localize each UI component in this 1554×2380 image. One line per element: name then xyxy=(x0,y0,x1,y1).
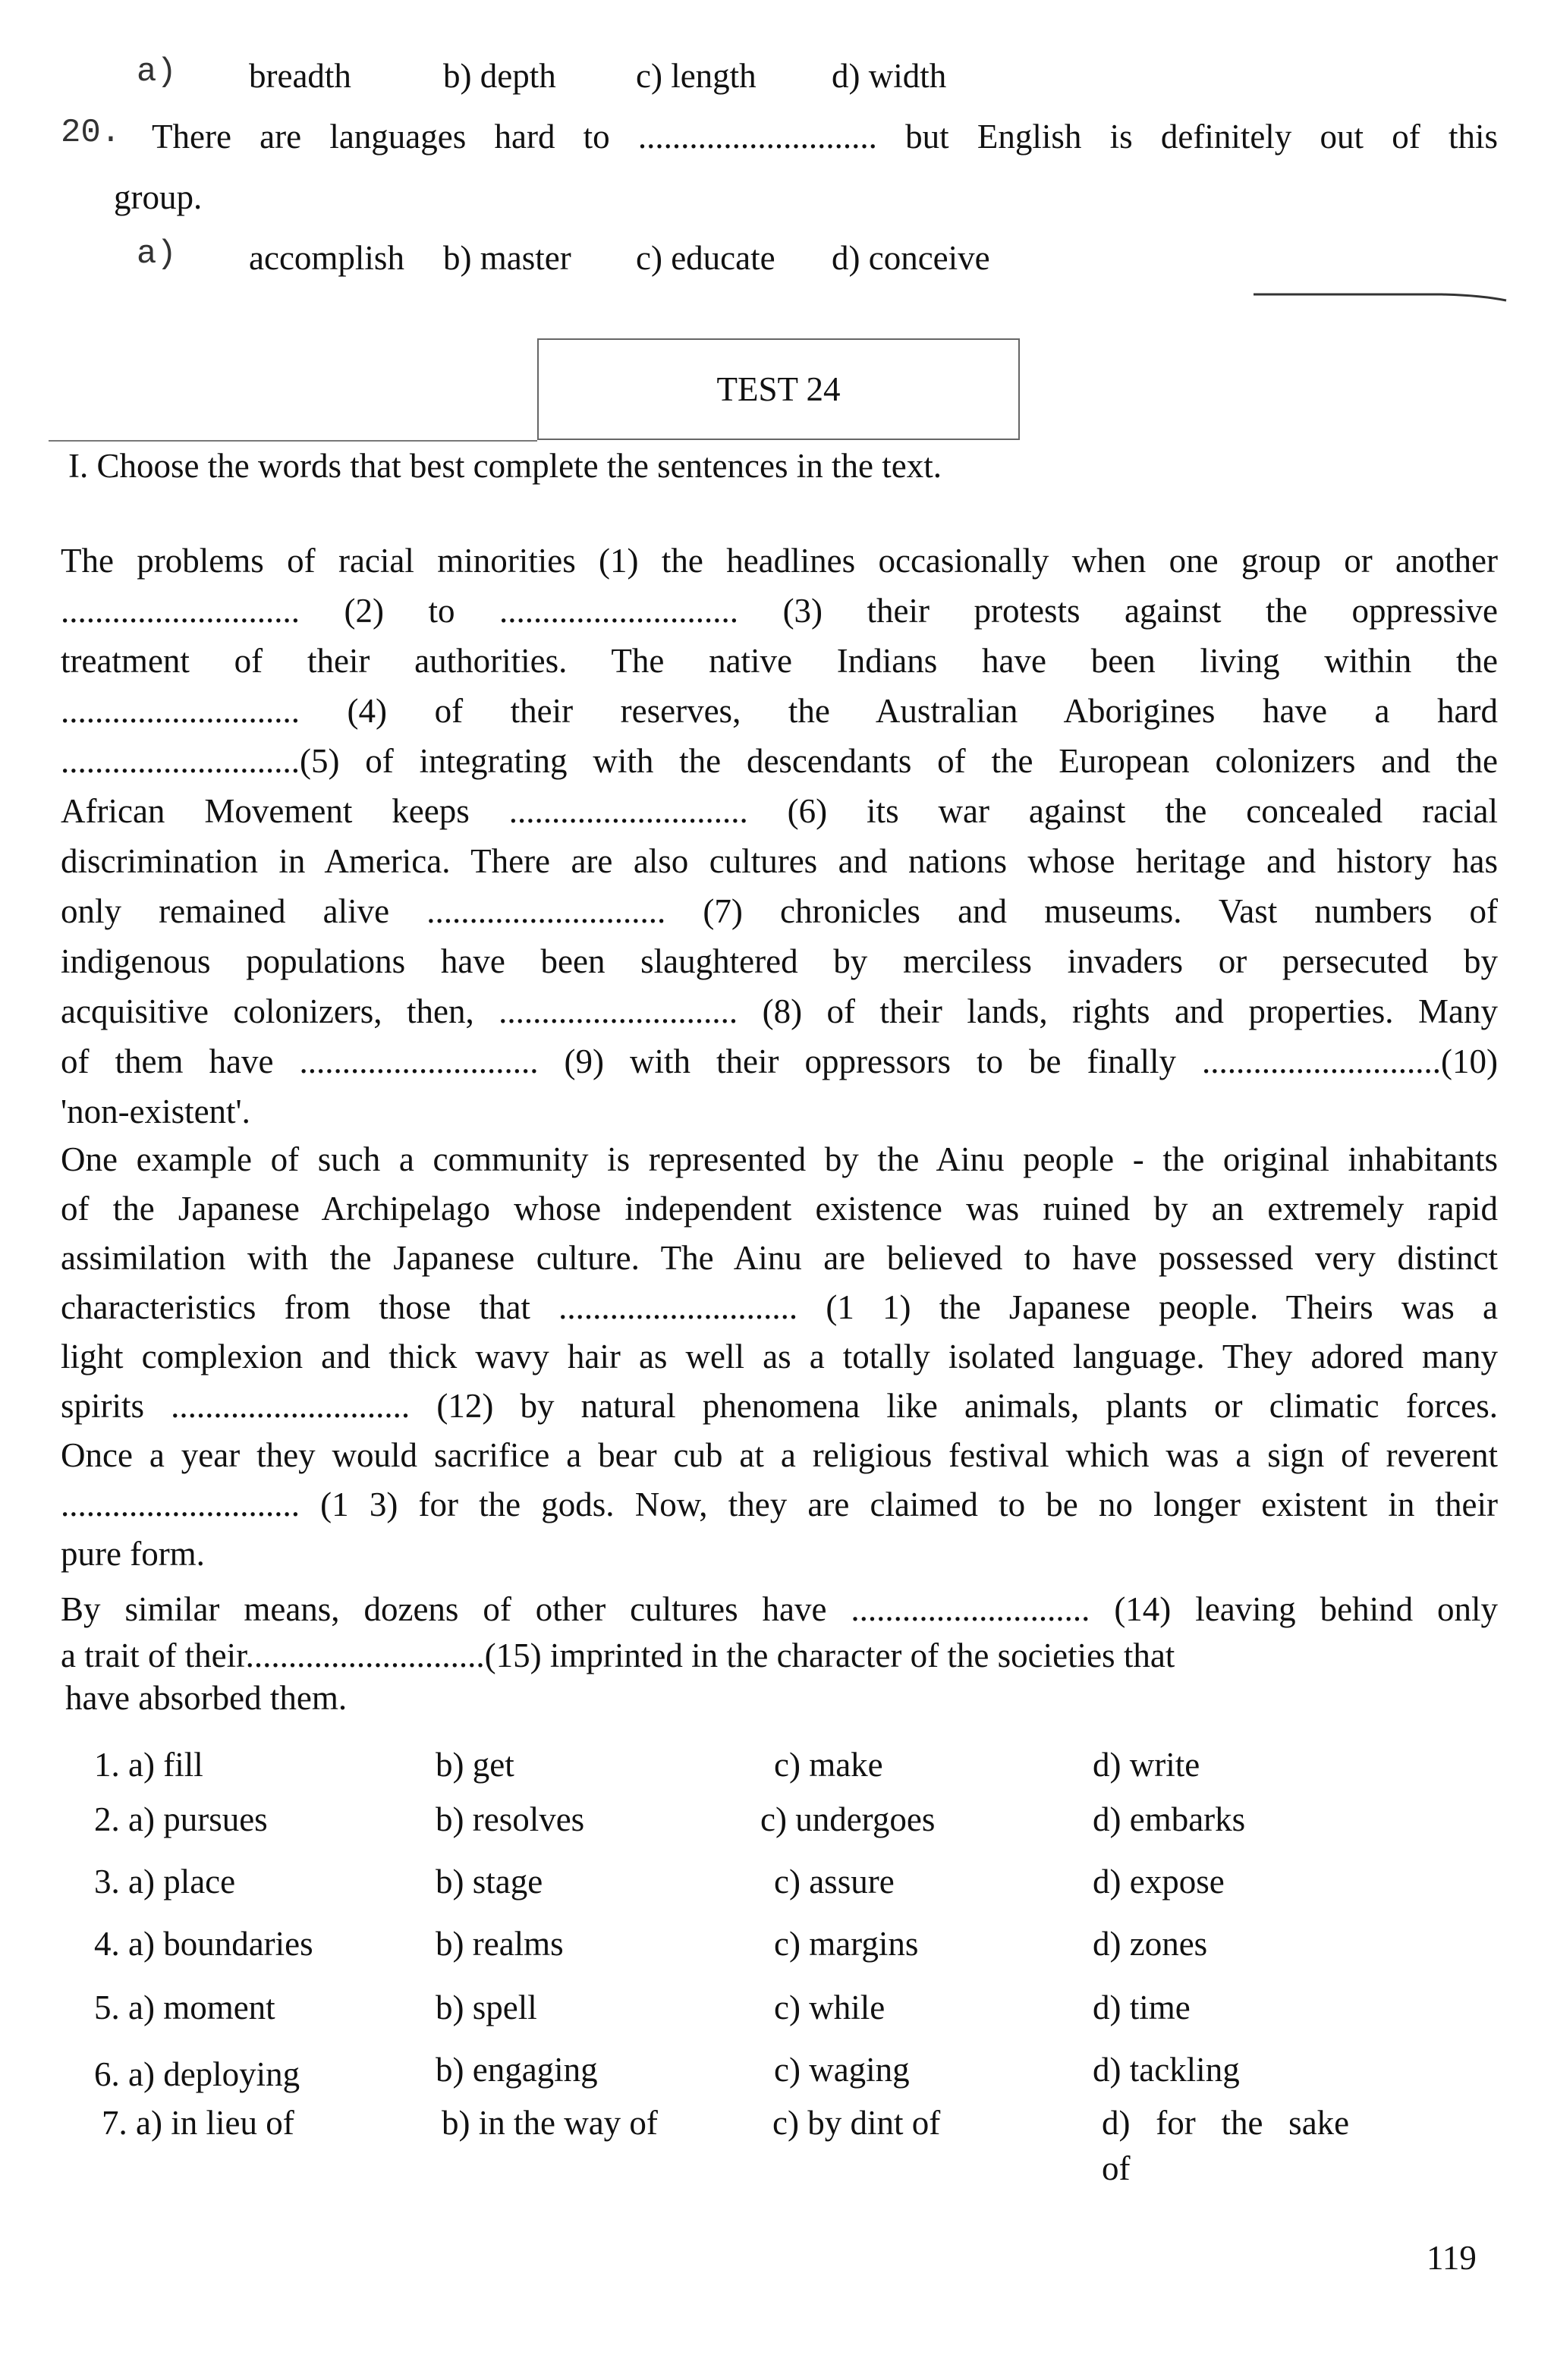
pen-stroke-decoration xyxy=(1252,288,1510,303)
option-b: b) get xyxy=(436,1746,514,1784)
option-d-continued: of xyxy=(1102,2149,1131,2187)
option-c: c) assure xyxy=(774,1863,895,1901)
passage-line: only remained alive ............................ (7) chronicles and museums. Vast numbers of xyxy=(61,892,1498,930)
passage-line: assimilation with the Japanese culture. The Ainu are believed to have possessed very distinct xyxy=(61,1239,1498,1277)
passage-line: indigenous populations have been slaughtered by merciless invaders or persecuted by xyxy=(61,942,1498,980)
passage-line: treatment of their authorities. The native Indians have been living within the xyxy=(61,642,1498,680)
option-a: 3. a) place xyxy=(94,1863,236,1901)
passage-line: of them have ............................ (9) with their oppressors to be finally ............................(10) xyxy=(61,1042,1498,1080)
q20-option-a: accomplish xyxy=(249,239,404,277)
option-d: d) for the sake xyxy=(1102,2104,1350,2142)
passage-line: By similar means, dozens of other cultures have ............................ (14) leaving behind only xyxy=(61,1590,1498,1628)
option-d: d) zones xyxy=(1093,1925,1208,1963)
option-d: d) write xyxy=(1093,1746,1200,1784)
q19-option-b: b) depth xyxy=(443,57,556,95)
passage-line: acquisitive colonizers, then, ............................ (8) of their lands, rights and properties. Many xyxy=(61,992,1498,1030)
q20-option-c: c) educate xyxy=(636,239,775,277)
option-c: c) by dint of xyxy=(772,2104,941,2142)
option-a: 1. a) fill xyxy=(94,1746,203,1784)
instruction: I. Choose the words that best complete the sentences in the text. xyxy=(68,447,942,485)
option-a: 6. a) deploying xyxy=(94,2055,300,2093)
option-c: c) undergoes xyxy=(760,1800,936,1838)
passage-line: ............................ (1 3) for the gods. Now, they are claimed to be no longer existent in their xyxy=(61,1486,1498,1523)
option-a: 4. a) boundaries xyxy=(94,1925,313,1963)
passage-paragraph-1 xyxy=(61,536,1498,1137)
option-c: c) while xyxy=(774,1989,886,2026)
option-d: d) embarks xyxy=(1093,1800,1246,1838)
q20-number: 20. xyxy=(61,114,121,152)
option-b: b) stage xyxy=(436,1863,543,1901)
q19-option-a-marker: a) xyxy=(137,53,177,91)
passage-line: of the Japanese Archipelago whose independent existence was ruined by an extremely rapid xyxy=(61,1190,1498,1228)
option-a: 2. a) pursues xyxy=(94,1800,268,1838)
option-a: 7. a) in lieu of xyxy=(102,2104,294,2142)
test-title: TEST 24 xyxy=(716,370,841,408)
q19-option-d: d) width xyxy=(832,57,947,95)
passage-line: ............................ (4) of their reserves, the Australian Aborigines have a hard xyxy=(61,692,1498,730)
passage-line: light complexion and thick wavy hair as well as a totally isolated language. They adored many xyxy=(61,1338,1498,1375)
q20-option-b: b) master xyxy=(443,239,571,277)
passage-paragraph-2 xyxy=(61,1135,1498,1579)
option-d: d) time xyxy=(1093,1989,1191,2026)
option-d: d) tackling xyxy=(1093,2051,1240,2089)
passage-line: pure form. xyxy=(61,1535,205,1573)
passage-line: a trait of their............................(15) imprinted in the character of the societies that xyxy=(61,1636,1175,1674)
option-c: c) waging xyxy=(774,2051,910,2089)
option-b: b) spell xyxy=(436,1989,537,2026)
passage-line: The problems of racial minorities (1) the headlines occasionally when one group or another xyxy=(61,542,1498,580)
q19-option-a: breadth xyxy=(249,57,351,95)
option-b: b) resolves xyxy=(436,1800,585,1838)
option-b: b) realms xyxy=(436,1925,564,1963)
q19-option-c: c) length xyxy=(636,57,757,95)
passage-line: African Movement keeps ............................ (6) its war against the concealed racial xyxy=(61,792,1498,830)
passage-line: ............................ (2) to ............................ (3) their protests against the oppressive xyxy=(61,592,1498,630)
passage-line: spirits ............................ (12) by natural phenomena like animals, plants or climatic forces. xyxy=(61,1387,1498,1425)
option-c: c) margins xyxy=(774,1925,919,1963)
option-d: d) expose xyxy=(1093,1863,1225,1901)
q20-line-2: group. xyxy=(114,178,203,216)
option-a: 5. a) moment xyxy=(94,1989,275,2026)
option-b: b) in the way of xyxy=(442,2104,658,2142)
passage-line: ............................(5) of integrating with the descendants of the European colonizers and the xyxy=(61,742,1498,780)
q20-line-1: There are languages hard to ............................ but English is definitely out of this xyxy=(152,118,1498,156)
option-c: c) make xyxy=(774,1746,883,1784)
passage-line: discrimination in America. There are also cultures and nations whose heritage and history has xyxy=(61,842,1498,880)
q20-option-d: d) conceive xyxy=(832,239,990,277)
q20-option-a-marker: a) xyxy=(137,235,177,273)
passage-line: Once a year they would sacrifice a bear cub at a religious festival which was a sign of reverent xyxy=(61,1436,1498,1474)
passage-paragraph-3 xyxy=(61,1584,1498,1719)
option-b: b) engaging xyxy=(436,2051,598,2089)
passage-line: 'non-existent'. xyxy=(61,1093,250,1130)
passage-line: characteristics from those that ............................ (1 1) the Japanese people. Theirs was a xyxy=(61,1288,1498,1326)
test-title-box xyxy=(537,338,1020,440)
passage-line: One example of such a community is represented by the Ainu people - the original inhabitants xyxy=(61,1140,1498,1178)
page-number: 119 xyxy=(1427,2239,1477,2277)
passage-line: have absorbed them. xyxy=(65,1679,348,1717)
